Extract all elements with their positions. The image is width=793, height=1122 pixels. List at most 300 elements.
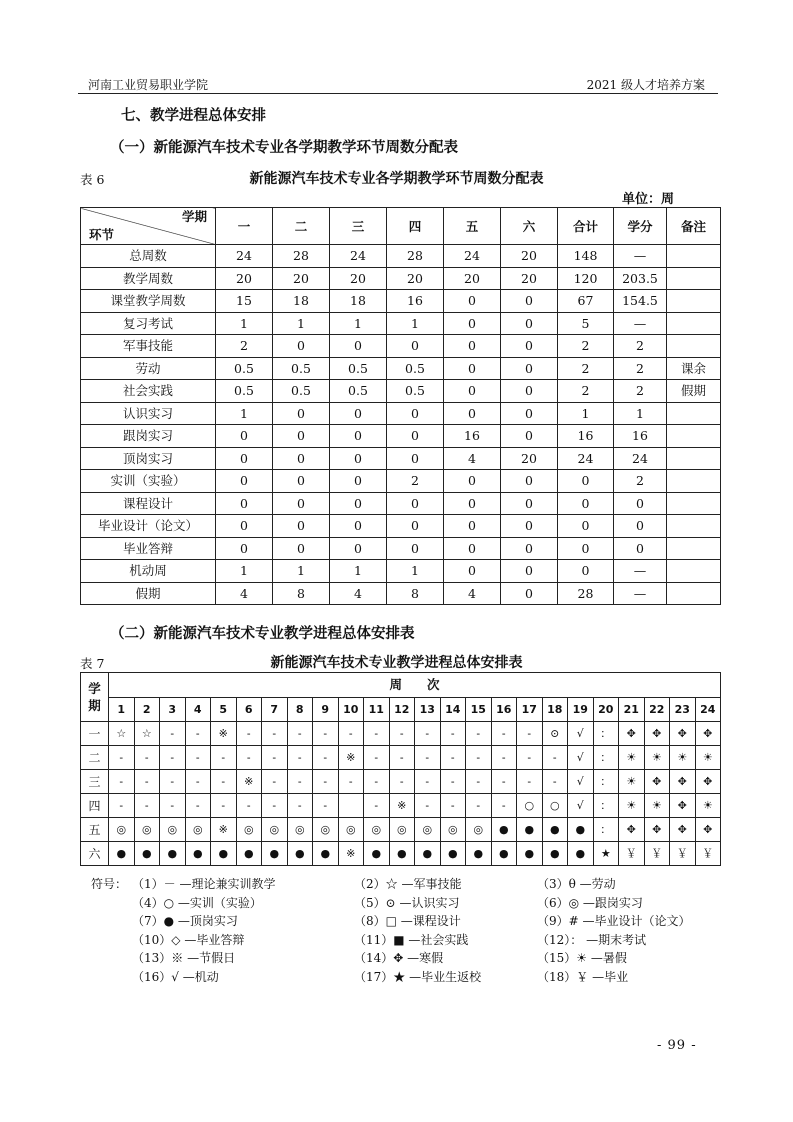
table-cell [667,470,721,493]
schedule-cell: √ [568,746,594,770]
semester-header [81,673,109,722]
table-cell [667,335,721,358]
table-cell: 1 [558,402,614,425]
table-cell: 0 [501,357,558,380]
semester-label: 一 [81,722,109,746]
row-label: 军事技能 [81,335,216,358]
week-number: 16 [491,698,517,722]
table-cell: 24 [614,447,667,470]
row-label: 跟岗实习 [81,425,216,448]
table-cell: 2 [614,470,667,493]
table-cell: 0 [273,515,330,538]
table-cell: 148 [558,245,614,268]
semester-label: 二 [81,746,109,770]
week-number: 13 [415,698,441,722]
table-cell: 0 [444,380,501,403]
schedule-row [81,794,721,818]
table-row [81,492,721,515]
table-cell: 0 [444,312,501,335]
table-cell: 1 [216,560,273,583]
schedule-cell: - [313,722,339,746]
table-cell: 4 [444,582,501,605]
week-number: 1 [109,698,135,722]
header-rule [78,93,718,94]
schedule-cell: ※ [389,794,415,818]
table-cell: 0 [387,402,444,425]
legend-item: （2）☆ —军事技能 [354,877,462,891]
table-cell: 0.5 [273,380,330,403]
schedule-cell: √ [568,794,594,818]
schedule-row [81,818,721,842]
schedule-cell: - [517,722,543,746]
table-cell: 28 [387,245,444,268]
table-cell: 0 [614,537,667,560]
week-number: 17 [517,698,543,722]
semester-label: 五 [81,818,109,842]
schedule-cell: ✥ [644,770,670,794]
table-cell: 0 [444,290,501,313]
table7-label: 表 7 [80,656,105,671]
row-label: 毕业答辩 [81,537,216,560]
table-cell: 0 [501,380,558,403]
table-cell: 16 [444,425,501,448]
schedule-cell: ● [313,842,339,866]
schedule-cell: - [440,746,466,770]
table-cell: 1 [614,402,667,425]
table-cell: 15 [216,290,273,313]
column-header: 二 [273,208,330,245]
schedule-cell: - [262,746,288,770]
schedule-cell: ● [568,818,594,842]
table-cell: 0 [216,492,273,515]
table-cell: 0.5 [330,380,387,403]
schedule-cell: - [491,746,517,770]
table-cell: 0.5 [387,380,444,403]
schedule-cell: - [440,722,466,746]
row-label: 假期 [81,582,216,605]
table-cell: 0 [273,492,330,515]
table7-title: 新能源汽车技术专业教学进程总体安排表 [270,655,523,671]
schedule-cell: ☀ [695,794,721,818]
schedule-cell: - [338,722,364,746]
table-cell: 0 [387,335,444,358]
schedule-cell: - [415,722,441,746]
schedule-cell: - [415,746,441,770]
schedule-cell: - [211,746,237,770]
corner-label-segment: 环节 [89,227,115,242]
table-cell: 课余 [667,357,721,380]
table-cell: 8 [273,582,330,605]
schedule-cell: ☀ [619,770,645,794]
row-label: 总周数 [81,245,216,268]
schedule-cell: - [160,770,186,794]
table6-body [81,245,721,605]
legend-prefix: 符号： [91,877,128,891]
table-cell: 0 [387,515,444,538]
table-cell [667,515,721,538]
schedule-cell: - [389,770,415,794]
schedule-cell: ◎ [185,818,211,842]
schedule-cell: ☀ [644,794,670,818]
row-label: 机动周 [81,560,216,583]
week-header: 周 次 [109,673,721,698]
semester-header-line2: 期 [88,698,101,713]
schedule-cell: ✥ [619,818,645,842]
week-number: 7 [262,698,288,722]
schedule-cell: ◎ [109,818,135,842]
table-cell: 0.5 [216,380,273,403]
table-cell: 20 [216,267,273,290]
semester-label: 三 [81,770,109,794]
legend-item: （13）※ —节假日 [132,951,236,965]
schedule-cell: - [517,746,543,770]
schedule-cell: - [466,746,492,770]
week-number: 20 [593,698,619,722]
table-cell: — [614,312,667,335]
schedule-cell: - [491,722,517,746]
table-row [81,515,721,538]
table-cell: — [614,245,667,268]
table-cell: 0 [501,425,558,448]
table-cell: 0 [387,492,444,515]
schedule-cell: ✥ [695,770,721,794]
table-cell: 2 [558,335,614,358]
table-cell: 0 [444,560,501,583]
table-cell: 0 [614,515,667,538]
table-cell: 0 [444,515,501,538]
schedule-row [81,770,721,794]
schedule-cell: - [313,770,339,794]
schedule-cell: ● [160,842,186,866]
schedule-cell: ☆ [109,722,135,746]
week-number: 5 [211,698,237,722]
schedule-cell: - [287,770,313,794]
table-cell: 67 [558,290,614,313]
schedule-cell: ◎ [364,818,390,842]
schedule-cell: ◎ [236,818,262,842]
table-cell: 0 [501,537,558,560]
table-cell: 0 [501,312,558,335]
row-label: 劳动 [81,357,216,380]
table-cell: 0 [330,335,387,358]
week-number: 15 [466,698,492,722]
column-header: 备注 [667,208,721,245]
schedule-cell: ✥ [670,818,696,842]
schedule-cell: ● [211,842,237,866]
row-label: 毕业设计（论文） [81,515,216,538]
table-cell [667,402,721,425]
schedule-cell: ✥ [619,722,645,746]
table-row [81,380,721,403]
table-cell: 28 [273,245,330,268]
row-label: 复习考试 [81,312,216,335]
schedule-cell: - [389,746,415,770]
schedule-cell: ◎ [466,818,492,842]
table-cell [667,425,721,448]
schedule-cell: - [313,746,339,770]
table-cell: 20 [501,447,558,470]
page-number: - 99 - [657,1038,697,1053]
table-row [81,290,721,313]
week-number: 11 [364,698,390,722]
column-header: 三 [330,208,387,245]
table-cell: 18 [273,290,330,313]
schedule-cell: ◎ [440,818,466,842]
table-row [81,357,721,380]
schedule-cell: - [236,746,262,770]
table-cell: 2 [614,380,667,403]
semester-label: 六 [81,842,109,866]
table7-body [81,722,721,866]
week-number: 4 [185,698,211,722]
table-cell: 0 [330,537,387,560]
table-row [81,537,721,560]
week-number: 24 [695,698,721,722]
week-number: 9 [313,698,339,722]
table-row [81,335,721,358]
table-cell: 0 [216,470,273,493]
table-row [81,312,721,335]
legend-item: （5）⊙ —认识实习 [354,895,460,910]
table-cell: 0 [501,335,558,358]
header-left: 河南工业贸易职业学院 [88,78,209,92]
table-cell: 120 [558,267,614,290]
schedule-cell: - [466,722,492,746]
table-row [81,245,721,268]
schedule-cell: - [211,770,237,794]
schedule-cell: ● [542,818,568,842]
table-cell: 5 [558,312,614,335]
table-cell: 0 [330,470,387,493]
table-cell: 0 [387,447,444,470]
schedule-cell [338,794,364,818]
week-number: 12 [389,698,415,722]
table-row [81,582,721,605]
schedule-cell: ￥ [619,842,645,866]
schedule-cell: ● [287,842,313,866]
schedule-cell: - [364,770,390,794]
schedule-cell: ● [364,842,390,866]
legend-item: （7）● —顶岗实习 [132,914,238,928]
schedule-cell: ： [593,770,619,794]
table-cell: 1 [216,402,273,425]
schedule-cell: ● [185,842,211,866]
schedule-cell: - [109,794,135,818]
schedule-cell: ○ [542,794,568,818]
schedule-cell: - [134,794,160,818]
schedule-cell: ● [109,842,135,866]
table-cell: 1 [330,312,387,335]
schedule-cell: - [185,770,211,794]
schedule-cell: ● [440,842,466,866]
column-header: 一 [216,208,273,245]
table-cell: 20 [444,267,501,290]
row-label: 社会实践 [81,380,216,403]
table-cell [667,560,721,583]
table-cell: 4 [216,582,273,605]
schedule-cell: ● [262,842,288,866]
table-cell: 0 [444,335,501,358]
legend-item: （8）□ —课程设计 [354,914,461,928]
schedule-cell: ✥ [644,818,670,842]
legend-item: （4）○ —实训（实验） [132,895,262,910]
table-cell: 0 [501,290,558,313]
table-cell: 24 [216,245,273,268]
table-cell: 2 [614,335,667,358]
table-cell: 0.5 [216,357,273,380]
table-cell: 0 [330,515,387,538]
row-label: 顶岗实习 [81,447,216,470]
schedule-cell: - [313,794,339,818]
table-cell: 0 [501,560,558,583]
table-cell: 20 [273,267,330,290]
schedule-cell: ※ [211,722,237,746]
schedule-cell: ※ [338,842,364,866]
legend-item: （17）★ —毕业生返校 [354,969,482,984]
week-number: 6 [236,698,262,722]
table-cell: 0 [501,515,558,538]
table-cell: — [614,560,667,583]
schedule-cell: ： [593,722,619,746]
column-header: 四 [387,208,444,245]
table-cell: 0.5 [330,357,387,380]
schedule-cell: ✥ [695,722,721,746]
corner-label-semester: 学期 [181,209,207,224]
schedule-cell: ◎ [160,818,186,842]
table-cell: 0 [501,492,558,515]
schedule-cell: ✥ [695,818,721,842]
schedule-cell: ● [568,842,594,866]
table-cell: 0 [501,402,558,425]
schedule-cell: - [160,794,186,818]
week-number: 23 [670,698,696,722]
schedule-cell: - [364,722,390,746]
schedule-cell: ※ [338,746,364,770]
table-cell: 0 [330,402,387,425]
legend-item: （11）■ —社会实践 [354,932,469,947]
table-cell: 24 [330,245,387,268]
table-cell: 203.5 [614,267,667,290]
table-cell: 16 [387,290,444,313]
schedule-row [81,842,721,866]
table-cell: 2 [558,357,614,380]
subsection-title-1: （一）新能源汽车技术专业各学期教学环节周数分配表 [110,140,458,156]
schedule-cell: √ [568,722,594,746]
table-cell: 1 [273,312,330,335]
legend-item: （10）◇ —毕业答辩 [132,932,245,947]
table-cell [667,492,721,515]
column-header: 六 [501,208,558,245]
schedule-cell: - [364,794,390,818]
week-number: 22 [644,698,670,722]
section-title: 七、教学进程总体安排 [121,108,266,124]
row-label: 教学周数 [81,267,216,290]
schedule-cell: - [491,770,517,794]
semester-header-line1: 学 [88,681,101,696]
table-cell: 20 [501,245,558,268]
week-allocation-table [80,207,721,605]
schedule-cell: - [134,770,160,794]
schedule-cell: - [415,770,441,794]
legend-item: （6）◎ —跟岗实习 [537,895,643,910]
table-cell: 0 [216,425,273,448]
table-cell: 8 [387,582,444,605]
table-cell: 0 [273,335,330,358]
schedule-cell: ● [134,842,160,866]
table-cell: 2 [558,380,614,403]
schedule-cell: ◎ [338,818,364,842]
table-cell: 4 [444,447,501,470]
schedule-cell: ： [593,818,619,842]
schedule-cell: ☀ [619,794,645,818]
schedule-cell: ★ [593,842,619,866]
schedule-row [81,722,721,746]
schedule-cell: - [236,722,262,746]
table-cell: 24 [558,447,614,470]
row-label: 课程设计 [81,492,216,515]
table-cell [667,312,721,335]
schedule-cell: - [185,746,211,770]
schedule-cell: - [236,794,262,818]
legend-item: （3）θ —劳动 [537,877,616,891]
table-cell: 0 [501,470,558,493]
schedule-cell: - [287,794,313,818]
table-cell: — [614,582,667,605]
schedule-cell: - [542,770,568,794]
table-cell: 1 [387,312,444,335]
schedule-cell: ● [466,842,492,866]
schedule-cell: ☀ [644,746,670,770]
table-cell: 0 [444,537,501,560]
schedule-cell: - [287,722,313,746]
schedule-cell: - [440,770,466,794]
schedule-cell: ☆ [134,722,160,746]
schedule-cell: ☀ [619,746,645,770]
schedule-cell: ： [593,794,619,818]
table-row [81,447,721,470]
table-cell: 1 [273,560,330,583]
legend-item: （18）￥ —毕业 [537,969,629,984]
legend-item: （15）☀ —暑假 [537,951,627,965]
column-header: 合计 [558,208,614,245]
schedule-cell: ● [542,842,568,866]
week-number: 18 [542,698,568,722]
table-cell: 0 [558,515,614,538]
table-row [81,267,721,290]
row-label: 课堂教学周数 [81,290,216,313]
schedule-cell: - [338,770,364,794]
schedule-cell: - [109,746,135,770]
legend-item: （16）√ —机动 [132,969,219,984]
table-cell: 0 [444,470,501,493]
table-cell: 1 [216,312,273,335]
table-cell [667,447,721,470]
schedule-cell: ⊙ [542,722,568,746]
legend-item: （14）✥ —寒假 [354,951,444,965]
week-number: 10 [338,698,364,722]
table-row [81,425,721,448]
week-number: 14 [440,698,466,722]
schedule-cell: - [415,794,441,818]
schedule-cell: ☀ [670,746,696,770]
table-cell: 0 [273,537,330,560]
week-number: 3 [160,698,186,722]
table6-title: 新能源汽车技术专业各学期教学环节周数分配表 [249,171,544,187]
schedule-cell: ● [389,842,415,866]
row-label: 实训（实验） [81,470,216,493]
table-cell: 0 [330,447,387,470]
table-cell: 0 [216,515,273,538]
